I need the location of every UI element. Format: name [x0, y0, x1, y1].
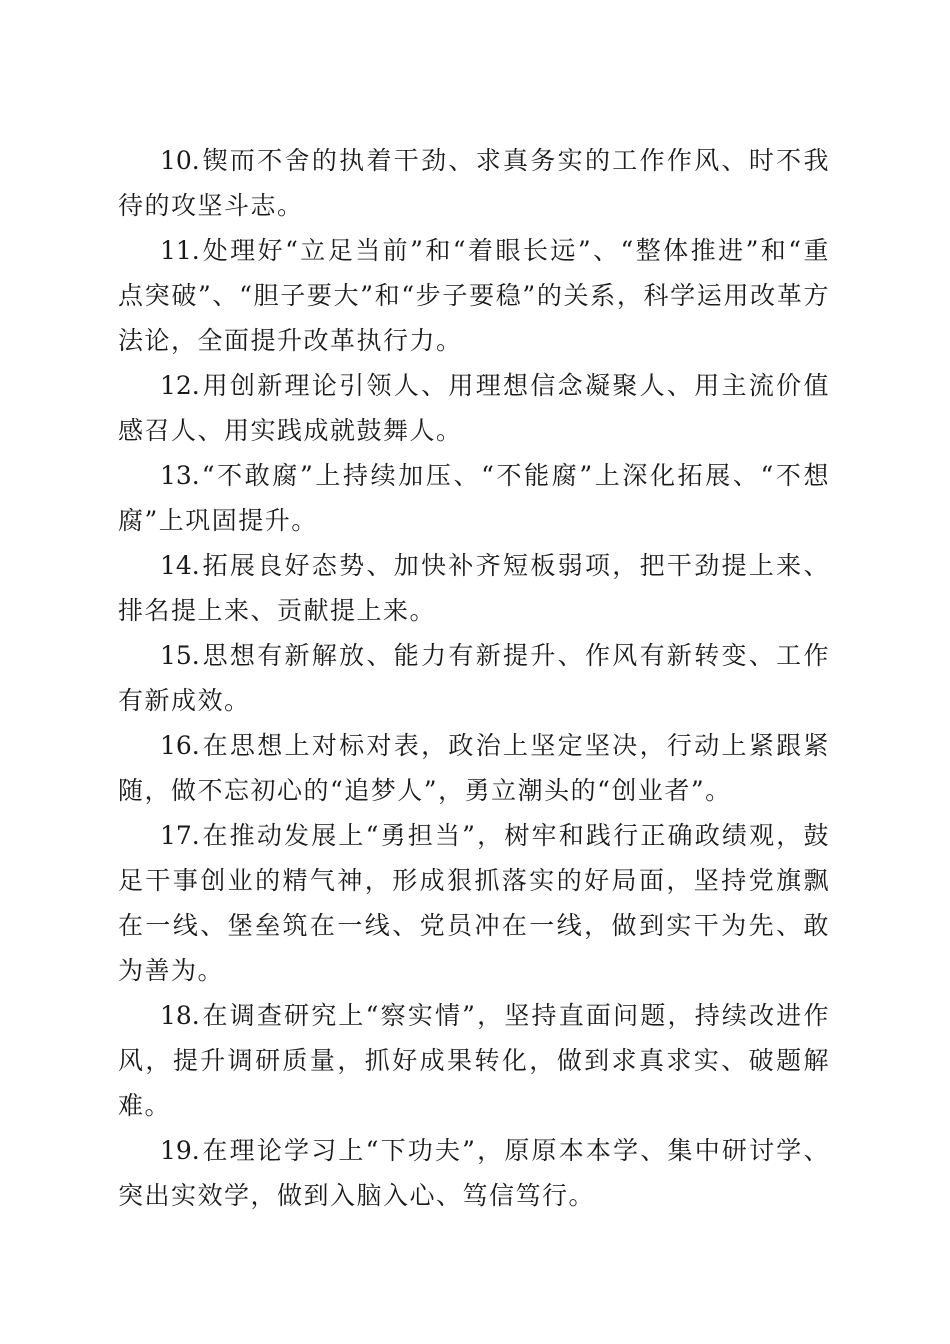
item-text: 在理论学习上“下功夫”，原原本本学、集中研讨学、突出实效学，做到入脑入心、笃信笃行。: [118, 1136, 830, 1210]
list-item-13: [118, 453, 830, 543]
item-text: 拓展良好态势、加快补齐短板弱项，把干劲提上来、排名提上来、贡献提上来。: [118, 551, 830, 625]
list-item-11: [118, 228, 830, 363]
list-item-19: [118, 1128, 830, 1218]
item-number: 19.: [160, 1136, 200, 1165]
list-item-12: [118, 363, 830, 453]
item-text: “不敢腐”上持续加压、“不能腐”上深化拓展、“不想腐”上巩固提升。: [118, 461, 830, 535]
item-number: 10.: [160, 146, 200, 175]
list-item-15: [118, 633, 830, 723]
item-number: 11.: [160, 236, 200, 265]
list-item-14: [118, 543, 830, 633]
list-item-18: [118, 993, 830, 1128]
item-number: 12.: [160, 371, 200, 400]
list-item-10: [118, 138, 830, 228]
list-item-17: [118, 813, 830, 993]
item-text: 用创新理论引领人、用理想信念凝聚人、用主流价值感召人、用实践成就鼓舞人。: [118, 371, 830, 445]
item-number: 16.: [160, 731, 200, 760]
item-number: 17.: [160, 821, 200, 850]
item-number: 13.: [160, 461, 200, 490]
item-text: 在思想上对标对表，政治上坚定坚决，行动上紧跟紧随，做不忘初心的“追梦人”，勇立潮头的“创业者”。: [118, 731, 830, 805]
item-number: 18.: [160, 1001, 200, 1030]
item-text: 在调查研究上“察实情”，坚持直面问题，持续改进作风，提升调研质量，抓好成果转化，做到求真求实、破题解难。: [118, 1001, 830, 1120]
item-text: 在推动发展上“勇担当”，树牢和践行正确政绩观，鼓足干事创业的精气神，形成狠抓落实的好局面，坚持党旗飘在一线、堡垒筑在一线、党员冲在一线，做到实干为先、敢为善为。: [118, 821, 830, 985]
document-body: [118, 138, 830, 1218]
item-text: 锲而不舍的执着干劲、求真务实的工作作风、时不我待的攻坚斗志。: [118, 146, 830, 220]
list-item-16: [118, 723, 830, 813]
item-text: 处理好“立足当前”和“着眼长远”、“整体推进”和“重点突破”、“胆子要大”和“步子要稳”的关系，科学运用改革方法论，全面提升改革执行力。: [118, 236, 830, 355]
item-number: 15.: [160, 641, 200, 670]
item-text: 思想有新解放、能力有新提升、作风有新转变、工作有新成效。: [118, 641, 830, 715]
item-number: 14.: [160, 551, 200, 580]
